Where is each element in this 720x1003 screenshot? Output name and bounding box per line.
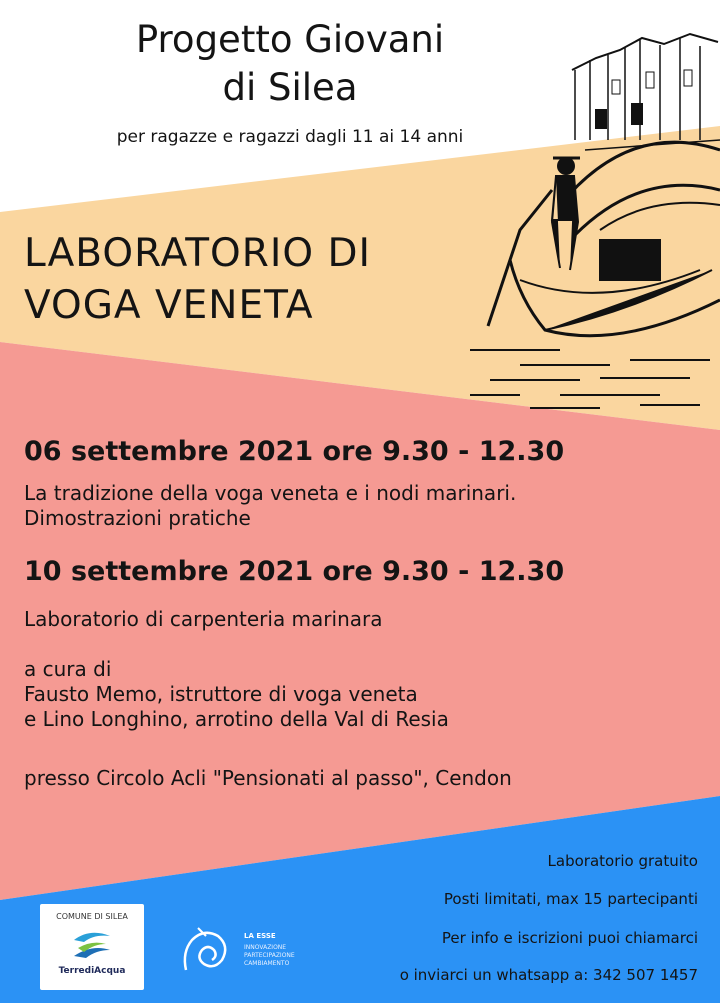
event-description-2: Laboratorio di carpenteria marinara <box>24 607 383 631</box>
page-title: Progetto Giovani di Silea <box>135 18 445 109</box>
comune-silea-logo <box>40 904 144 990</box>
main-heading: LABORATORIO DI VOGA VENETA <box>24 231 371 328</box>
location-text: presso Circolo Acli "Pensionati al passo", Cendon <box>24 766 512 790</box>
subtitle: per ragazze e ragazzi dagli 11 ai 14 anni <box>116 127 464 147</box>
comune-logo-top-text: COMUNE DI SILEA <box>56 912 128 921</box>
swoosh-icon <box>70 926 114 964</box>
info-free: Laboratorio gratuito <box>547 852 698 870</box>
spiral-icon <box>178 922 238 982</box>
la-esse-name: LA ESSE <box>244 932 276 940</box>
event-date-2: 10 settembre 2021 ore 9.30 - 12.30 <box>24 556 565 587</box>
info-whatsapp: o inviarci un whatsapp a: 342 507 1457 <box>399 966 698 984</box>
event-description-1: La tradizione della voga veneta e i nodi marinari. Dimostrazioni pratiche <box>24 481 517 530</box>
comune-logo-bottom-text: TerrediAcqua <box>58 966 126 976</box>
curators-text: a cura di Fausto Memo, istruttore di voga veneta e Lino Longhino, arrotino della Val di Resia <box>24 657 449 731</box>
info-limited: Posti limitati, max 15 partecipanti <box>443 890 698 908</box>
la-esse-logo <box>178 920 328 986</box>
event-date-1: 06 settembre 2021 ore 9.30 - 12.30 <box>24 436 565 467</box>
info-contact: Per info e iscrizioni puoi chiamarci <box>441 929 698 947</box>
la-esse-tagline: INNOVAZIONE PARTECIPAZIONE CAMBIAMENTO <box>244 944 295 967</box>
